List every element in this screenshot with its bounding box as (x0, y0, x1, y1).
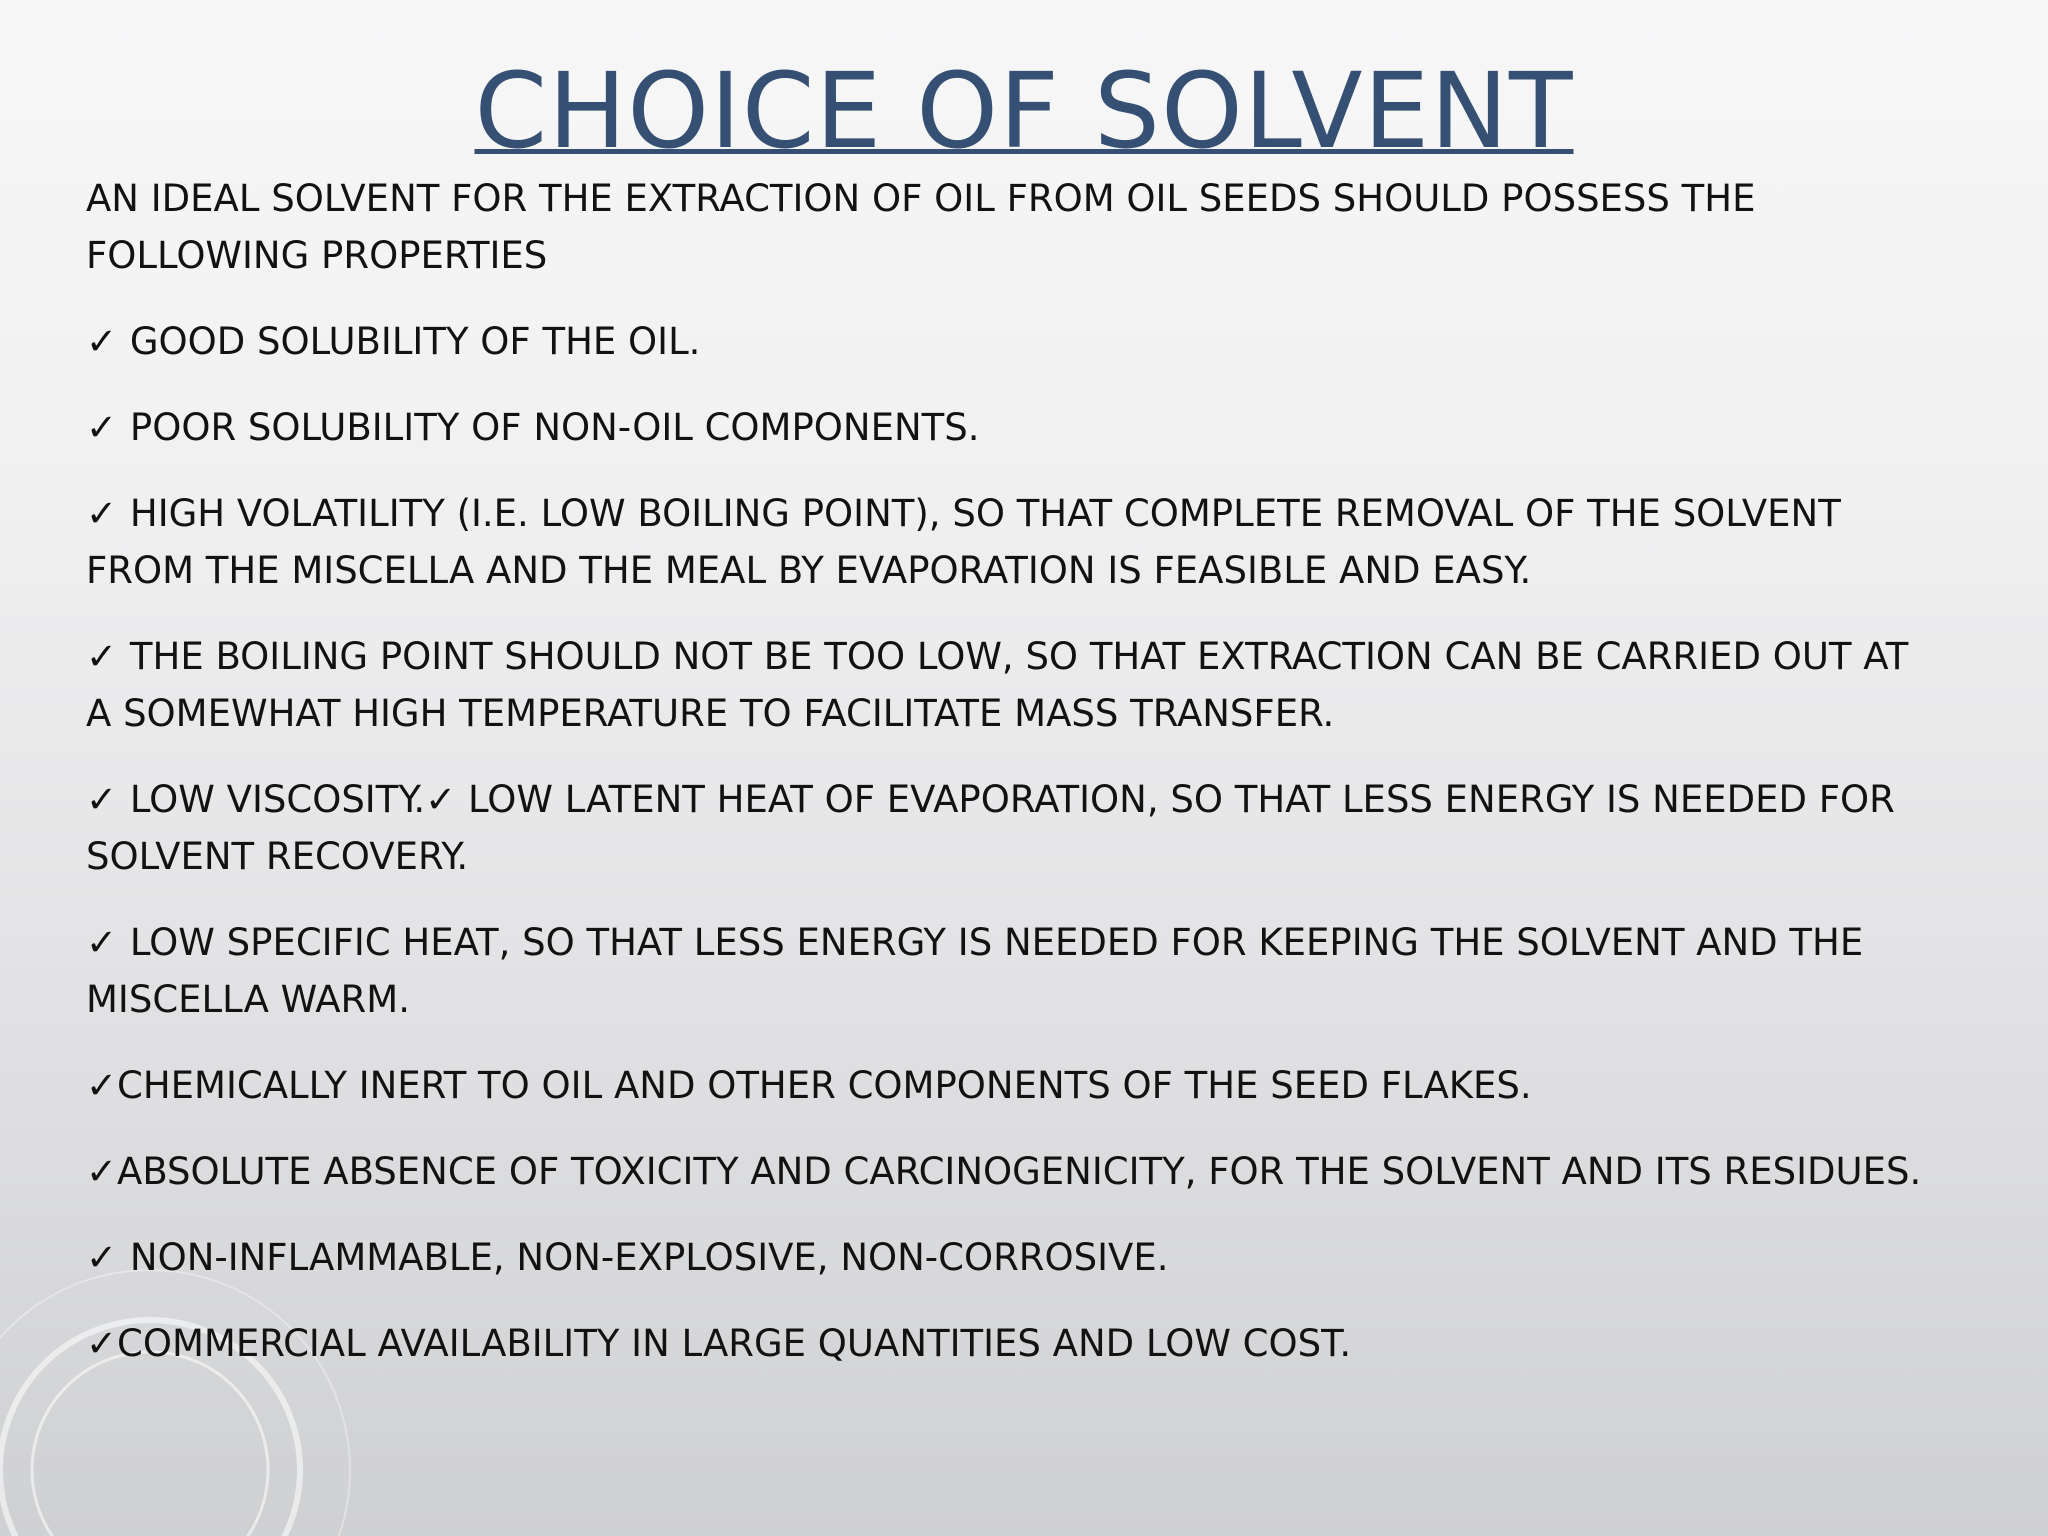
property-item (86, 914, 1936, 1028)
property-item (86, 313, 1936, 370)
checkmark-icon: ✓ (86, 320, 130, 363)
property-item (86, 771, 1936, 885)
slide-title-text: CHOICE OF SOLVENT (474, 50, 1574, 172)
slide-body (86, 170, 1936, 1401)
property-text: LOW SPECIFIC HEAT, SO THAT LESS ENERGY IS NEEDED FOR KEEPING THE SOLVENT AND THE MISCELLA WARM. (86, 921, 1864, 1021)
intro-paragraph: AN IDEAL SOLVENT FOR THE EXTRACTION OF OIL FROM OIL SEEDS SHOULD POSSESS THE FOLLOWING PROPERTIES (86, 177, 1756, 277)
property-item (86, 1057, 1936, 1114)
property-item (86, 1143, 1936, 1200)
property-text: POOR SOLUBILITY OF NON-OIL COMPONENTS. (129, 406, 980, 449)
checkmark-icon: ✓ (86, 1322, 118, 1365)
property-text: ABSOLUTE ABSENCE OF TOXICITY AND CARCINOGENICITY, FOR THE SOLVENT AND ITS RESIDUES. (117, 1150, 1922, 1193)
checkmark-icon: ✓ (86, 406, 130, 449)
property-item (86, 628, 1936, 742)
property-text: COMMERCIAL AVAILABILITY IN LARGE QUANTITIES AND LOW COST. (117, 1322, 1352, 1365)
property-text: CHEMICALLY INERT TO OIL AND OTHER COMPONENTS OF THE SEED FLAKES. (117, 1064, 1532, 1107)
property-item (86, 485, 1936, 599)
checkmark-icon: ✓ (86, 1150, 118, 1193)
property-item (86, 1229, 1936, 1286)
slide-title (0, 52, 2048, 170)
property-text: HIGH VOLATILITY (I.E. LOW BOILING POINT), SO THAT COMPLETE REMOVAL OF THE SOLVENT FROM THE MISCELLA AND THE MEAL BY EVAPORATION IS FEASIBLE AND EASY. (86, 492, 1841, 592)
property-list (86, 313, 1936, 1372)
checkmark-icon: ✓ (86, 921, 130, 964)
property-text: THE BOILING POINT SHOULD NOT BE TOO LOW, SO THAT EXTRACTION CAN BE CARRIED OUT AT A SOMEWHAT HIGH TEMPERATURE TO FACILITATE MASS TRANSFER. (86, 635, 1909, 735)
checkmark-icon: ✓ (86, 492, 130, 535)
checkmark-icon: ✓ (86, 635, 130, 678)
checkmark-icon: ✓ (86, 1236, 130, 1279)
property-text: NON-INFLAMMABLE, NON-EXPLOSIVE, NON-CORROSIVE. (129, 1236, 1169, 1279)
property-item (86, 399, 1936, 456)
checkmark-icon: ✓ (86, 1064, 118, 1107)
property-text: LOW VISCOSITY.✓ LOW LATENT HEAT OF EVAPORATION, SO THAT LESS ENERGY IS NEEDED FOR SOLVENT RECOVERY. (86, 778, 1895, 878)
property-item (86, 1315, 1936, 1372)
checkmark-icon: ✓ (86, 778, 130, 821)
property-text: GOOD SOLUBILITY OF THE OIL. (129, 320, 701, 363)
